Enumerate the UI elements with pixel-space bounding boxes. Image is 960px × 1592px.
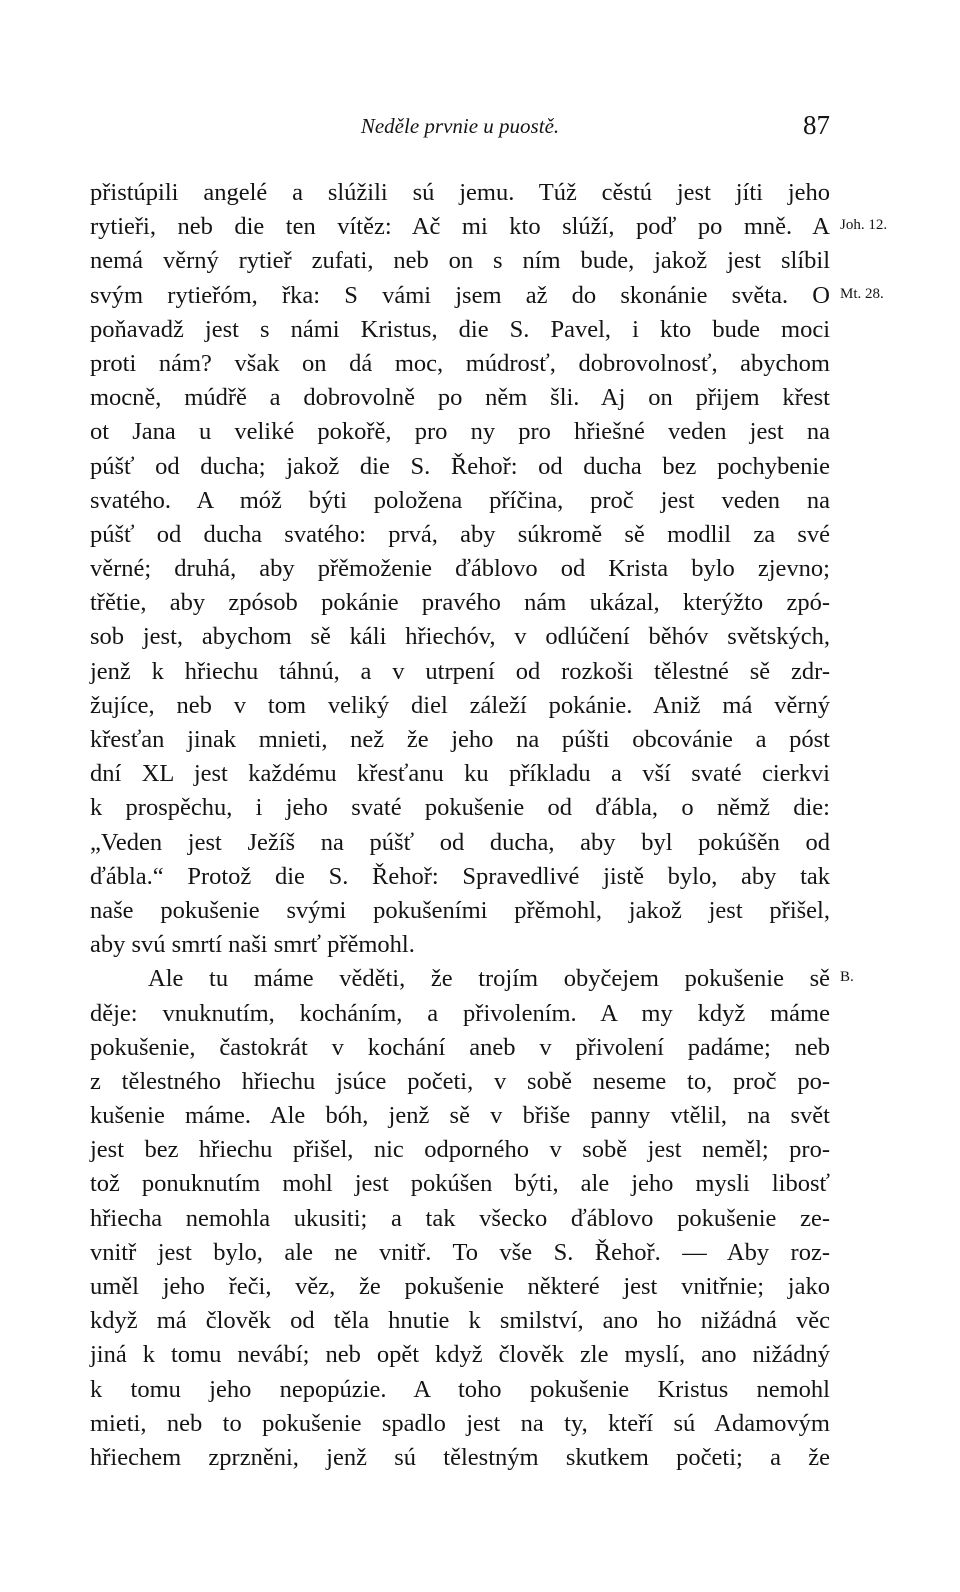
- page-number: 87: [803, 110, 830, 140]
- text-line: [90, 1270, 830, 1304]
- line-text: uměl jeho řeči, věz, že pokušenie některé jest vnitřnie; jako: [90, 1273, 830, 1300]
- text-line: [90, 450, 830, 484]
- text-line: [90, 757, 830, 791]
- text-line: [90, 689, 830, 723]
- line-text: tož ponuknutím mohl jest pokúšen býti, ale jeho mysli libosť: [90, 1170, 830, 1198]
- line-text: kušenie máme. Ale bóh, jenž sě v břiše panny vtělil, na svět: [90, 1102, 830, 1130]
- line-text: svatého. A móž býti položena příčina, proč jest veden na: [90, 486, 830, 514]
- text-line: [90, 962, 854, 996]
- line-text: k prospěchu, i jeho svaté pokušenie od ďábla, o němž die:: [90, 794, 830, 822]
- line-text: poňavadž jest s námi Kristus, die S. Pavel, i kto bude moci: [90, 315, 830, 343]
- text-line: [90, 1304, 830, 1338]
- text-line: [90, 1133, 830, 1167]
- text-line: [90, 1441, 830, 1475]
- text-line: [90, 723, 830, 757]
- marginal-note: B.: [840, 969, 854, 986]
- text-line: [90, 381, 830, 415]
- line-text: pokušenie, častokrát v kochání aneb v přivolení padáme; neb: [90, 1033, 830, 1061]
- text-line: [90, 620, 830, 654]
- line-text: třětie, aby zpósob pokánie pravého nám ukázal, kterýžto zpó-: [90, 589, 830, 617]
- text-line: [90, 484, 830, 518]
- text-line: [90, 176, 830, 210]
- line-text: jenž k hřiechu táhnú, a v utrpení od rozkoši tělestné sě zdr-: [90, 657, 830, 685]
- line-text: Ale tu máme věděti, že trojím obyčejem pokušenie sě: [148, 965, 830, 993]
- line-text: naše pokušenie svými pokušeními přěmohl, jakož jest přišel,: [90, 896, 830, 924]
- text-line: [90, 928, 830, 962]
- text-line: [90, 1202, 830, 1236]
- line-text: z tělestného hřiechu jsúce početi, v sobě neseme to, proč po-: [90, 1067, 830, 1095]
- line-text: když má člověk od těla hnutie k smilství, ano ho nižádná věc: [90, 1307, 830, 1335]
- line-text: sob jest, abychom sě káli hřiechóv, v odlúčení běhóv světských,: [90, 623, 830, 651]
- text-line: [90, 244, 830, 278]
- text-line: [90, 655, 830, 689]
- running-title: Neděle prvnie u puostě.: [360, 114, 560, 138]
- text-line: [90, 1167, 830, 1201]
- text-line: [90, 1099, 830, 1133]
- line-text: aby svú smrtí naši smrť přěmohl.: [90, 931, 415, 959]
- line-text: mieti, neb to pokušenie spadlo jest na ty, kteří sú Adamovým: [90, 1409, 830, 1437]
- text-line: [90, 826, 830, 860]
- line-text: dní XL jest každému křesťanu ku příkladu a vší svaté cierkvi: [90, 760, 830, 788]
- text-line: [90, 313, 830, 347]
- line-text: k tomu jeho nepopúzie. A toho pokušenie Kristus nemohl: [90, 1375, 830, 1403]
- line-text: rytieři, neb die ten vítěz: Ač mi kto slúží, poď po mně. A: [90, 213, 830, 241]
- marginal-note: Mt. 28.: [840, 285, 884, 302]
- text-line: [90, 586, 830, 620]
- text-line: [90, 210, 888, 244]
- line-text: ďábla.“ Protož die S. Řehoř: Spravedlivé jistě bylo, aby tak: [90, 862, 830, 890]
- line-text: „Veden jest Ježíš na púšť od ducha, aby byl pokúšěn od: [90, 828, 830, 856]
- text-line: [90, 791, 830, 825]
- line-text: vnitř jest bylo, ale ne vnitř. To vše S. Řehoř. — Aby roz-: [90, 1238, 830, 1266]
- line-text: křesťan jinak mnieti, než že jeho na púšti obcovánie a póst: [90, 726, 830, 753]
- text-line: [90, 518, 830, 552]
- text-line: [90, 552, 830, 586]
- line-text: ot Jana u veliké pokořě, pro ny pro hřiešné veden jest na: [90, 418, 830, 446]
- text-line: [90, 279, 884, 313]
- line-text: jest bez hřiechu přišel, nic odporného v sobě jest neměl; pro-: [90, 1136, 830, 1164]
- line-text: nemá věrný rytieř zufati, neb on s ním bude, jakož jest slíbil: [90, 247, 830, 275]
- line-text: věrné; druhá, aby přěmoženie ďáblovo od Krista bylo zjevno;: [90, 555, 830, 583]
- text-line: [90, 1236, 830, 1270]
- line-text: hřiecha nemohla ukusiti; a tak všecko ďáblovo pokušenie ze-: [90, 1204, 830, 1232]
- text-line: [90, 1031, 830, 1065]
- text-line: [90, 1373, 830, 1407]
- line-text: přistúpili angelé a slúžili sú jemu. Túž cěstú jest jíti jeho: [90, 179, 830, 206]
- text-line: [90, 860, 830, 894]
- text-line: [90, 415, 830, 449]
- text-line: [90, 1338, 830, 1372]
- text-line: [90, 894, 830, 928]
- line-text: svým rytieřóm, řka: S vámi jsem až do skonánie světa. O: [90, 281, 830, 309]
- line-text: mocně, múdřě a dobrovolně po něm šli. Aj on přijem křest: [90, 384, 830, 412]
- line-text: žujíce, neb v tom veliký diel záleží pokánie. Aniž má věrný: [90, 691, 830, 719]
- page-header: [90, 110, 830, 144]
- line-text: jiná k tomu nevábí; neb opět když člověk zle myslí, ano nižádný: [90, 1341, 830, 1369]
- text-line: [90, 1407, 830, 1441]
- line-text: hřiechem zprzněni, jenž sú tělestným skutkem početi; a že: [90, 1443, 830, 1471]
- line-text: děje: vnuknutím, kocháním, a přivolením. A my když máme: [90, 999, 830, 1027]
- text-line: [90, 347, 830, 381]
- text-line: [90, 997, 830, 1031]
- marginal-note: Joh. 12.: [840, 217, 888, 234]
- line-text: púšť od ducha; jakož die S. Řehoř: od ducha bez pochybenie: [90, 452, 830, 480]
- line-text: proti nám? však on dá moc, múdrosť, dobrovolnosť, abychom: [90, 349, 830, 377]
- body-text: [90, 176, 888, 1475]
- line-text: púšť od ducha svatého: prvá, aby súkromě sě modlil za své: [90, 520, 830, 548]
- text-line: [90, 1065, 830, 1099]
